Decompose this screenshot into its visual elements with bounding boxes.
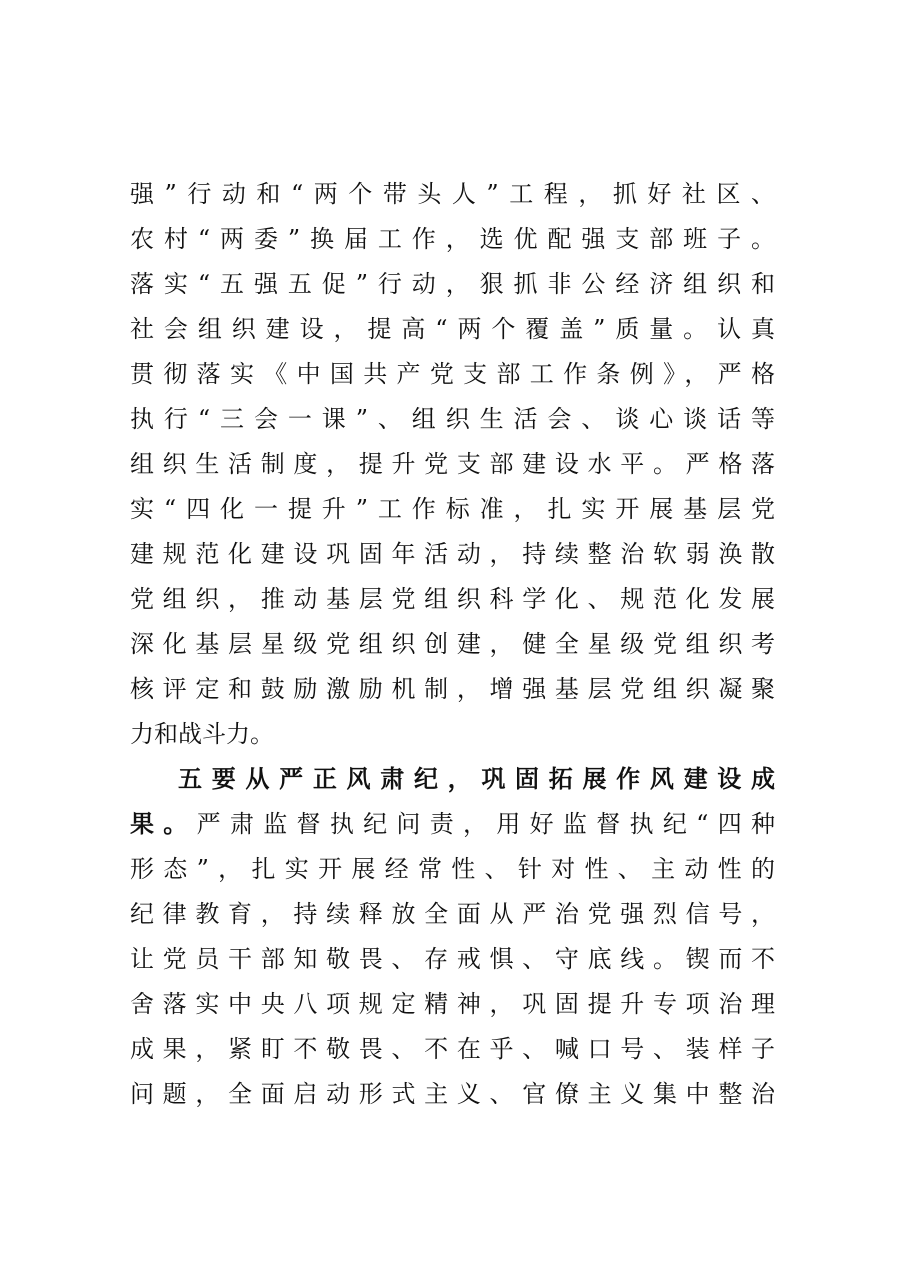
paragraph-2 [130, 757, 775, 1117]
document-body [130, 172, 775, 1117]
section-heading: 五要从严正风肃纪，巩固拓展作风建设成 [178, 765, 775, 793]
text-line: 核评定和鼓励激励机制，增强基层党组织凝聚 [130, 675, 775, 703]
text-line: 问题，全面启动形式主义、官僚主义集中整治 [130, 1080, 775, 1108]
text-line: 形态”，扎实开展经常性、针对性、主动性的 [130, 855, 775, 883]
text-line: 建规范化建设巩固年活动，持续整治软弱涣散 [130, 540, 775, 568]
text-line: 党组织，推动基层党组织科学化、规范化发展 [130, 585, 775, 613]
text-line: 舍落实中央八项规定精神，巩固提升专项治理 [130, 990, 775, 1018]
text-line: 执行“三会一课”、组织生活会、谈心谈话等 [130, 405, 775, 433]
text-line: 深化基层星级党组织创建，健全星级党组织考 [130, 630, 775, 658]
text-line: 成果，紧盯不敬畏、不在乎、喊口号、装样子 [130, 1035, 775, 1063]
text-line: 实“四化一提升”工作标准，扎实开展基层党 [130, 495, 775, 523]
text-line: 纪律教育，持续释放全面从严治党强烈信号， [130, 900, 775, 928]
text-line: 落实“五强五促”行动，狠抓非公经济组织和 [130, 270, 775, 298]
paragraph-1 [130, 172, 775, 757]
text-line [130, 802, 775, 847]
text-line: 强”行动和“两个带头人”工程，抓好社区、 [130, 180, 775, 208]
text-line: 组织生活制度，提升党支部建设水平。严格落 [130, 450, 775, 478]
text-line: 让党员干部知敬畏、存戒惧、守底线。锲而不 [130, 945, 775, 973]
text-line: 社会组织建设，提高“两个覆盖”质量。认真 [130, 315, 775, 343]
text-line: 农村“两委”换届工作，选优配强支部班子。 [130, 225, 775, 253]
text-line: 贯彻落实《中国共产党支部工作条例》，严格 [130, 360, 775, 388]
text-fragment: 严肃监督执纪问责，用好监督执纪“四种 [196, 810, 775, 838]
text-line: 力和战斗力。 [130, 720, 274, 748]
section-heading-end: 果。 [130, 810, 197, 838]
